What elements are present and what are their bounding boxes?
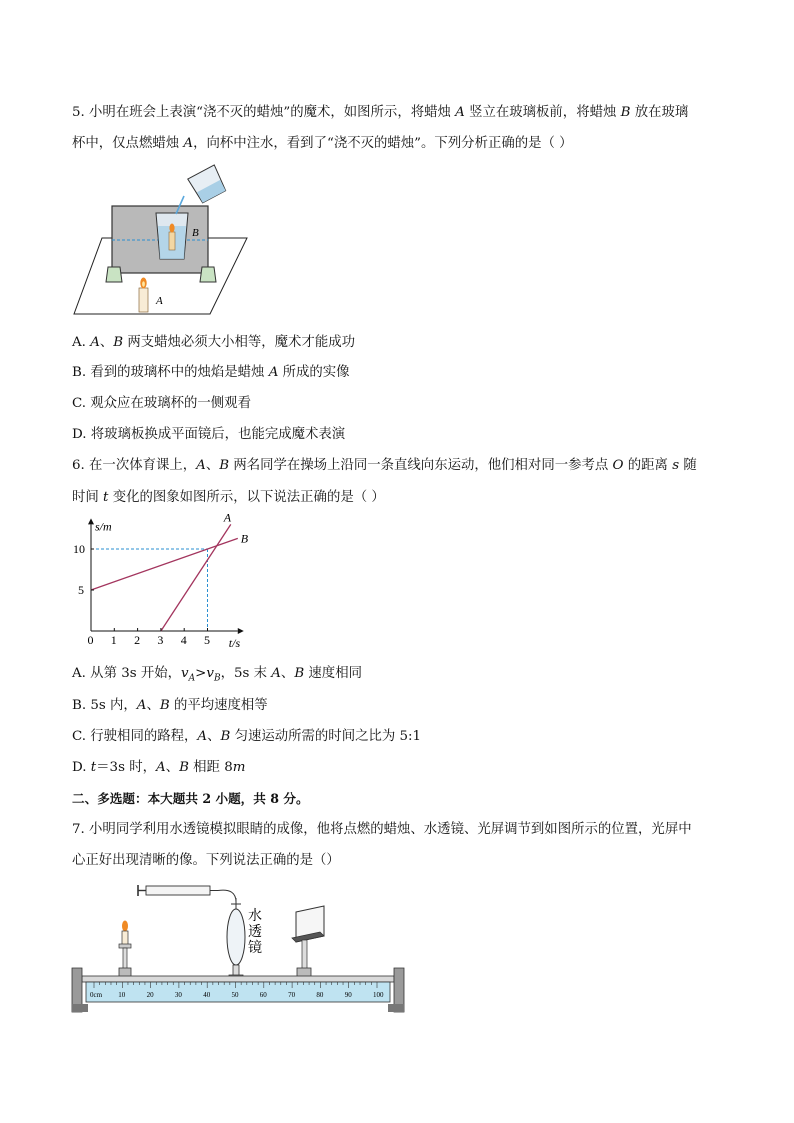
ruler-label: 50 <box>231 991 239 999</box>
text-run: 两支蜡烛必须大小相等，魔术才能成功 <box>123 335 355 350</box>
x-tick-label: 4 <box>180 633 187 647</box>
text-run: 6. 在一次体育课上， <box>72 458 197 473</box>
text-run: A <box>271 666 281 681</box>
ruler-label: 20 <box>146 991 154 999</box>
text-run: 杯中，仅点燃蜡烛 <box>72 136 184 151</box>
ruler-label: 100 <box>373 991 384 999</box>
q5-option-c[interactable] <box>72 395 251 413</box>
candle-a <box>139 288 148 312</box>
q7-stem-line-1 <box>72 821 692 839</box>
text-run: t <box>103 490 109 505</box>
text-run: 、 <box>165 760 180 775</box>
text-run: 、 <box>205 458 220 473</box>
water-lens <box>227 898 245 979</box>
text-run: 、 <box>207 729 221 744</box>
text-run: t <box>90 760 97 775</box>
label-b: B <box>192 227 199 239</box>
q5-option-a[interactable] <box>72 334 355 352</box>
q6-stem-line-1 <box>72 457 697 475</box>
text-run: v <box>181 666 189 681</box>
light-screen <box>292 906 324 978</box>
x-tick-label: 5 <box>204 633 210 647</box>
ruler-label: 30 <box>174 991 182 999</box>
text-run: A <box>136 698 147 713</box>
text-run: B <box>620 105 631 120</box>
y-axis-arrow <box>88 518 94 524</box>
text-run: A. <box>72 335 91 350</box>
x-tick-label: 3 <box>157 633 164 647</box>
text-run: 7. 小明同学利用水透镜模拟眼睛的成像，他将点燃的蜡烛、水透镜、光屏调节到如图所示的位置，光屏中 <box>72 822 692 837</box>
text-run: A <box>196 458 206 473</box>
text-run: ，向杯中注水，看到了“浇不灭的蜡烛”。下列分析正确的是（ ） <box>193 136 573 151</box>
text-run: C. 观众应在玻璃杯的一侧观看 <box>72 396 251 411</box>
y-tick-label: 5 <box>78 583 84 597</box>
text-run: 竖立在玻璃板前，将蜡烛 <box>464 105 621 120</box>
text-run: A <box>156 760 166 775</box>
label-a: A <box>156 295 163 307</box>
text-run: B <box>219 458 230 473</box>
ruler-label: 60 <box>259 991 267 999</box>
q6-stem-line-2 <box>72 489 385 507</box>
text-run: D. <box>72 760 91 775</box>
series-line-B <box>91 538 238 590</box>
lens-label-3: 镜 <box>248 941 262 956</box>
text-run: B <box>179 760 189 775</box>
q5-stem-line-1 <box>72 104 688 122</box>
text-run: A <box>197 729 208 744</box>
text-run: 心正好出现清晰的像。下列说法正确的是（） <box>72 853 340 868</box>
series-label-A: A <box>223 510 232 525</box>
text-run: A <box>90 335 100 350</box>
x-axis-arrow <box>238 628 244 634</box>
text-run: 匀速运动所需的时间之比为 5:1 <box>230 729 422 744</box>
candle <box>119 921 131 979</box>
ruler-label: 90 <box>344 991 352 999</box>
text-run: 所成的实像 <box>278 365 350 380</box>
q6-st-chart <box>72 510 262 653</box>
y-tick-label: 10 <box>73 542 85 556</box>
syringe <box>138 885 236 902</box>
ruler-label: 70 <box>288 991 296 999</box>
text-run: 变化的图象如图所示，以下说法正确的是（ ） <box>108 490 385 505</box>
lens-label-1: 水 <box>248 909 262 924</box>
text-run: 相距 8 <box>188 760 233 775</box>
text-run: B. 5s 内， <box>72 698 137 713</box>
text-run: 、 <box>99 335 114 350</box>
text-run: v <box>206 666 214 681</box>
text-run: 速度相同 <box>304 666 362 681</box>
q6-option-b[interactable] <box>72 697 268 715</box>
text-run: B <box>213 673 221 684</box>
text-run: 随 <box>679 458 697 473</box>
q6-option-a[interactable] <box>72 665 362 688</box>
q5-option-b[interactable] <box>72 364 350 382</box>
text-run: O <box>612 458 624 473</box>
text-run: A <box>455 105 465 120</box>
text-run: A <box>183 136 194 151</box>
text-run: D. 将玻璃板换成平面镜后，也能完成魔术表演 <box>72 427 346 442</box>
text-run: m <box>232 760 246 775</box>
text-run: 时间 <box>72 490 104 505</box>
x-tick-label: 2 <box>134 633 141 647</box>
text-run: 两名同学在操场上沿同一条直线向东运动，他们相对同一参考点 <box>229 458 613 473</box>
q6-option-c[interactable] <box>72 728 421 746</box>
text-run: ＝3s 时， <box>96 760 156 775</box>
text-run: B <box>113 335 124 350</box>
x-tick-label: 1 <box>110 633 117 647</box>
q5-figure <box>72 164 252 314</box>
y-axis-label: s/m <box>95 519 112 534</box>
text-run: 5. 小明在班会上表演“浇不灭的蜡烛”的魔术，如图所示，将蜡烛 <box>72 105 456 120</box>
text-run: 放在玻璃 <box>630 105 689 120</box>
series-label-B: B <box>240 531 249 546</box>
text-run: C. 行驶相同的路程， <box>72 729 198 744</box>
x-tick-label: 0 <box>87 633 94 647</box>
text-run: 的平均速度相等 <box>169 698 268 713</box>
text-run: > <box>195 666 207 681</box>
text-run: s <box>672 458 680 473</box>
ruler-label: 10 <box>118 991 126 999</box>
text-run: A <box>188 673 196 684</box>
left-support <box>106 267 122 282</box>
q5-stem-line-2 <box>72 135 573 153</box>
pouring-jug <box>188 165 228 204</box>
text-run: ，5s 末 <box>220 666 272 681</box>
text-run: B. 看到的玻璃杯中的烛焰是蜡烛 <box>72 365 269 380</box>
text-run: B <box>159 698 170 713</box>
series-line-A <box>161 524 231 631</box>
ruler-label: 80 <box>316 991 324 999</box>
text-run: B <box>220 729 231 744</box>
section-heading: 二、多选题：本大题共 2 小题，共 8 分。 <box>72 791 309 806</box>
lens-label-2: 透 <box>248 925 262 940</box>
text-run: 、 <box>146 698 160 713</box>
ruler-label: 40 <box>203 991 211 999</box>
x-axis-label: t/s <box>228 636 241 650</box>
q7-stem-line-2 <box>72 852 340 870</box>
text-run: 、 <box>280 666 295 681</box>
text-run: A. 从第 3s 开始， <box>72 666 182 681</box>
q6-option-d[interactable] <box>72 759 245 777</box>
q5-option-d[interactable] <box>72 426 345 444</box>
right-support <box>200 267 216 282</box>
text-run: A <box>268 365 279 380</box>
text-run: B <box>294 666 305 681</box>
ruler-label: 0cm <box>90 991 103 999</box>
q7-figure <box>68 880 408 1015</box>
text-run: 的距离 <box>623 458 673 473</box>
